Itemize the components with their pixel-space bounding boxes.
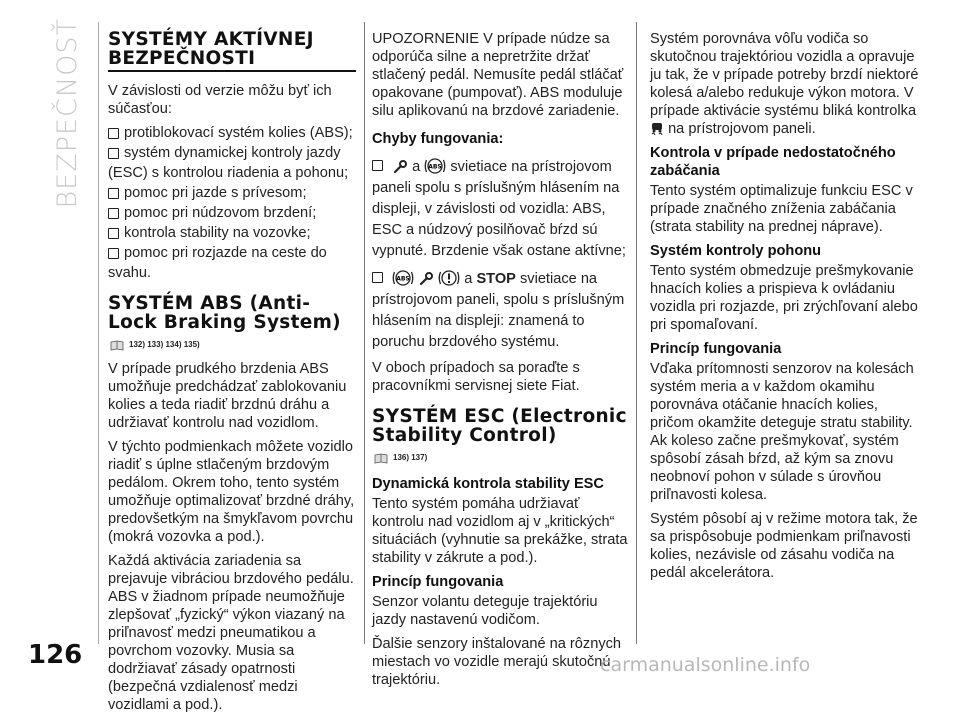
paragraph: Ďalšie senzory inštalované na rôznych miestach vo vozidle merajú skutočnú trajektóriu. <box>372 636 622 688</box>
watermark: carmanualsonline.info <box>600 654 811 676</box>
paragraph: Systém porovnáva vôľu vodiča so skutočnou trajektóriou vozidla a opravuje ju tak, že v prípade potreby brzdí niektoré kolesá a/alebo redukuje výkon motora. V prípade aktivácie systému bliká kontrolka na prístrojovom paneli. <box>650 31 919 137</box>
subheading-principle: Princíp fungovania <box>650 341 782 357</box>
paragraph: Tento systém optimalizuje funkciu ESC v prípade značného zníženia zabáčania (strata stability na prednej náprave). <box>650 183 913 235</box>
column-3 <box>650 30 920 588</box>
book-reference-icon <box>110 340 124 351</box>
fault-line-1: a ABS svietiace na prístrojovom <box>372 156 630 176</box>
paragraph: paneli spolu s príslušným hlásením na displeji, v závislosti od vozidla: ABS, ESC a núdzový posilňovač bŕzd sú vypnuté. Brzdenie však ostane aktívne; <box>372 180 626 259</box>
box-checklist-icon <box>372 160 383 171</box>
paragraph: V oboch prípadoch sa poraďte s pracovníkmi servisnej siete Fiat. <box>372 360 580 394</box>
warning-references: 132) 133) 134) 135) <box>110 336 356 354</box>
paragraph: Vďaka prítomnosti senzorov na kolesách systém meria a v každom okamihu porovnáva otáčanie hnacích kolies, pričom okamžite deteguje stratu stability. Ak koleso začne prešmykovať, systém spôsobí zásah bŕzd, až kým sa znovu neobnoví pohon v súlade s úrovňou priľnavosti kolesa. <box>650 361 914 503</box>
box-checklist-icon <box>108 188 119 199</box>
paragraph: Senzor volantu deteguje trajektóriu jazdy nastavenú vodičom. <box>372 594 598 628</box>
box-checklist-icon <box>372 272 383 283</box>
list-item: systém dynamickej kontroly jazdy <box>108 144 356 162</box>
column-1 <box>108 30 356 720</box>
stop-label: STOP <box>476 271 516 287</box>
column-divider <box>364 22 365 644</box>
column-2 <box>372 30 630 695</box>
list-item: kontrola stability na vozovke; <box>108 224 356 242</box>
paragraph: V týchto podmienkach môžete vozidlo riadiť s úplne stlačeným brzdovým pedálom. Okrem toho, tento systém umožňuje optimalizovať brzdné dráhy, predovšetkým na šmykľavom povrchu (mokrá vozovka a pod.). <box>108 439 355 545</box>
box-checklist-icon <box>108 128 119 139</box>
list-item-continuation: svahu. <box>108 265 151 281</box>
book-reference-icon <box>374 453 388 464</box>
subheading-traction-control: Systém kontroly pohonu <box>650 243 822 259</box>
warning-paragraph: UPOZORNENIE V prípade núdze sa odporúča silne a nepretržite držať stlačený pedál. Nemusíte pedál stláčať opakovane (pumpovať). ABS moduluje silu aplikovanú na brzdové zariadenie. <box>372 31 624 119</box>
subheading-faults: Chyby fungovania: <box>372 131 504 147</box>
side-divider <box>98 22 99 644</box>
svg-text:ABS: ABS <box>428 163 443 171</box>
brake-warning-icon <box>438 269 460 287</box>
subheading-understeer: Kontrola v prípade nedostatočného zabáčania <box>650 145 896 179</box>
wrench-icon <box>392 159 408 175</box>
paragraph: Tento systém pomáha udržiavať kontrolu nad vozidlom aj v „kritických“ situáciách (vyhnutie sa prekážke, strata stability v zákrute a pod.). <box>372 496 628 566</box>
section-title-active-safety: SYSTÉMY AKTÍVNEJ BEZPEČNOSTI <box>108 30 356 72</box>
section-title-abs: SYSTÉM ABS (Anti-Lock Braking System) <box>108 293 341 333</box>
skidding-car-icon <box>650 121 664 137</box>
column-divider <box>636 22 637 644</box>
page-number: 126 <box>28 640 83 670</box>
paragraph: V prípade prudkého brzdenia ABS umožňuje predchádzať zablokovaniu kolies a teda riadiť brzdnú dráhu a udržiavať kontrolu nad vozidlom. <box>108 361 347 431</box>
list-item: pomoc pri jazde s prívesom; <box>108 184 356 202</box>
paragraph: Systém pôsobí aj v režime motora tak, že sa prispôsobuje podmienkam priľnavosti kolies, nezávisle od zásahu vodiča na pedál akcelerátora. <box>650 511 918 581</box>
intro-text: V závislosti od verzie môžu byť ich súčasťou: <box>108 83 332 117</box>
wrench-icon <box>418 271 434 287</box>
paragraph: Každá aktivácia zariadenia sa prejavuje vibráciou brzdového pedálu. ABS v žiadnom prípade neumožňuje zlepšovať „fyzický“ výkon viazaný na priľnavosť medzi pneumatikou a povrchom vozovky. Musia sa dodržiavať zásady opatrnosti (bezpečná vzdialenosť medzi vozidlami a pod.). <box>108 553 354 713</box>
box-checklist-icon <box>108 148 119 159</box>
fault-line-2: ABS a STOP svietiace na <box>372 268 630 288</box>
abs-warning-icon <box>424 157 446 175</box>
list-item: pomoc pri núdzovom brzdení; <box>108 204 356 222</box>
list-item-continuation: (ESC) s kontrolou riadenia a pohonu; <box>108 165 349 181</box>
list-item: protiblokovací systém kolies (ABS); <box>108 124 356 142</box>
section-tab: BEZPEČNOSŤ <box>52 18 83 209</box>
section-title-esc: SYSTÉM ESC (Electronic Stability Control) <box>372 406 627 446</box>
paragraph: Tento systém obmedzuje prešmykovanie hnacích kolies a prispieva k ovládaniu vozidla pri rozjazde, pri zrýchľovaní alebo pri spomaľovaní. <box>650 263 918 333</box>
box-checklist-icon <box>108 208 119 219</box>
box-checklist-icon <box>108 248 119 259</box>
box-checklist-icon <box>108 228 119 239</box>
subheading-dynamic-control: Dynamická kontrola stability ESC <box>372 476 604 492</box>
list-item: pomoc pri rozjazde na ceste do <box>108 244 356 262</box>
subheading-principle: Princíp fungovania <box>372 574 504 590</box>
abs-warning-icon <box>392 269 414 287</box>
paragraph: prístrojovom paneli, spolu s príslušným hlásením na displeji: znamená to poruchu brzdového systému. <box>372 292 625 350</box>
svg-text:ABS: ABS <box>396 275 410 283</box>
warning-references: 136) 137) <box>374 449 630 467</box>
